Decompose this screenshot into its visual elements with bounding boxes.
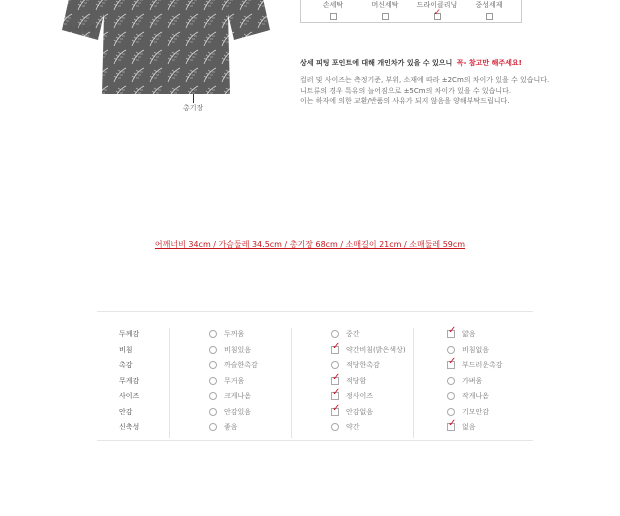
radio-circle-icon [209, 330, 217, 338]
fit-option-selected [331, 407, 373, 417]
checkmark-icon [331, 377, 339, 385]
care-hand-wash: 손세탁 [307, 0, 359, 20]
fit-option-text: 비침없음 [462, 345, 490, 354]
checkmark-icon [447, 330, 455, 338]
fit-option-text: 무거움 [224, 376, 245, 385]
fit-option-text: 기모안감 [462, 407, 490, 416]
fit-row [97, 407, 533, 422]
fit-option [209, 329, 244, 339]
checkmark-icon [447, 361, 455, 369]
care-checkbox [486, 13, 493, 20]
fit-row [97, 329, 533, 344]
fit-row [97, 360, 533, 375]
radio-circle-icon [331, 361, 339, 369]
sleeve-circumference-label: 소매둘레 [68, 25, 96, 33]
radio-circle-icon [331, 330, 339, 338]
total-length-label: 총기장 [183, 104, 204, 112]
checkmark-icon [447, 423, 455, 431]
fit-option-selected [447, 360, 503, 370]
fit-option-text: 안감있음 [224, 407, 252, 416]
notice-line-4: 이는 하자에 의한 교환/반품의 사유가 되지 않음을 양해부탁드립니다. [300, 97, 510, 105]
fit-option [209, 407, 251, 417]
fit-option-text: 가벼움 [462, 376, 483, 385]
fit-row-label: 사이즈 [119, 392, 140, 400]
fit-option [331, 422, 360, 432]
fit-option [331, 360, 380, 370]
fit-row [97, 345, 533, 360]
radio-circle-icon [447, 408, 455, 416]
care-dry-clean: 드라이클리닝 ✓ [411, 0, 463, 20]
fit-option-text: 약간 [346, 423, 360, 431]
radio-circle-icon [209, 423, 217, 431]
checkmark-icon [331, 392, 339, 400]
fit-option-text: 작게나옴 [462, 392, 490, 400]
fit-option [209, 422, 238, 432]
fit-option [447, 345, 489, 355]
fit-option-text: 없음 [462, 423, 476, 431]
fit-option-text: 부드러운촉감 [462, 361, 503, 369]
measurements-summary: 어깨너비 34cm / 가슴둘레 34.5cm / 총기장 68cm / 소매길이 21cm / 소매둘레 59cm [154, 240, 466, 249]
care-neutral-detergent: 중성세제 [463, 0, 515, 20]
fit-row [97, 376, 533, 391]
fit-option-text: 적당한촉감 [346, 361, 380, 369]
fit-option [209, 345, 251, 355]
radio-circle-icon [209, 377, 217, 385]
checkmark-icon [331, 346, 339, 354]
fit-notice: 상세 피팅 포인트에 대해 개인차가 있을 수 있으니 꼭- 참고만 해주세요! [300, 59, 522, 67]
fit-option-selected [447, 329, 476, 339]
radio-circle-icon [447, 377, 455, 385]
fit-option [331, 329, 360, 339]
fit-row [97, 391, 533, 406]
fit-option-text: 얇음 [462, 330, 476, 338]
fit-option-text: 안감없음 [346, 407, 374, 416]
fit-row-label: 두께감 [119, 330, 140, 338]
fit-row [97, 422, 533, 437]
radio-circle-icon [209, 392, 217, 400]
fit-option-text: 적당함 [346, 376, 367, 385]
radio-circle-icon [209, 361, 217, 369]
radio-circle-icon [447, 392, 455, 400]
care-checkbox [330, 13, 337, 20]
fit-option-text: 두꺼움 [224, 330, 245, 338]
fit-option [209, 376, 244, 386]
checkmark-icon [331, 408, 339, 416]
fit-option [209, 360, 258, 370]
fit-option-text: 까슬한촉감 [224, 361, 258, 369]
care-instructions-box [300, 0, 522, 23]
fit-option [447, 391, 489, 401]
fit-option-selected [331, 376, 366, 386]
care-checkbox-checked [434, 13, 441, 20]
fit-row-label: 안감 [119, 407, 133, 416]
fit-option-selected [331, 345, 406, 355]
fit-detail-table [97, 311, 533, 441]
fit-row-label: 촉감 [119, 361, 133, 369]
fit-option-text: 비침있음 [224, 345, 252, 354]
fit-option-text: 약간비침(밝은색상) [346, 345, 406, 354]
radio-circle-icon [209, 408, 217, 416]
fit-option-text: 정사이즈 [346, 392, 374, 400]
fit-option-selected [447, 422, 476, 432]
length-indicator-line [193, 94, 194, 103]
fit-option-selected [331, 391, 373, 401]
radio-circle-icon [209, 346, 217, 354]
notice-line-3: 니트류의 경우 특유의 늘어짐으로 ±5Cm의 차이가 있을 수 있습니다. [300, 87, 512, 95]
notice-line-2: 컬러 및 사이즈는 측정기준, 부위, 소재에 따라 ±2Cm의 차이가 있을 수 있습니다. [300, 76, 550, 84]
fit-row-label: 신축성 [119, 423, 140, 431]
care-machine-wash: 머신세탁 [359, 0, 411, 20]
fit-option-text: 크게나옴 [224, 392, 252, 400]
fit-option [447, 376, 482, 386]
fit-row-label: 비침 [119, 345, 133, 354]
care-checkbox [382, 13, 389, 20]
fit-option [447, 407, 489, 417]
radio-circle-icon [331, 423, 339, 431]
fit-row-label: 무게감 [119, 376, 140, 385]
fit-option-text: 좋음 [224, 423, 238, 431]
shirt-illustration [40, 0, 280, 94]
fit-option-text: 중간 [346, 330, 360, 338]
radio-circle-icon [447, 346, 455, 354]
fit-option [209, 391, 251, 401]
